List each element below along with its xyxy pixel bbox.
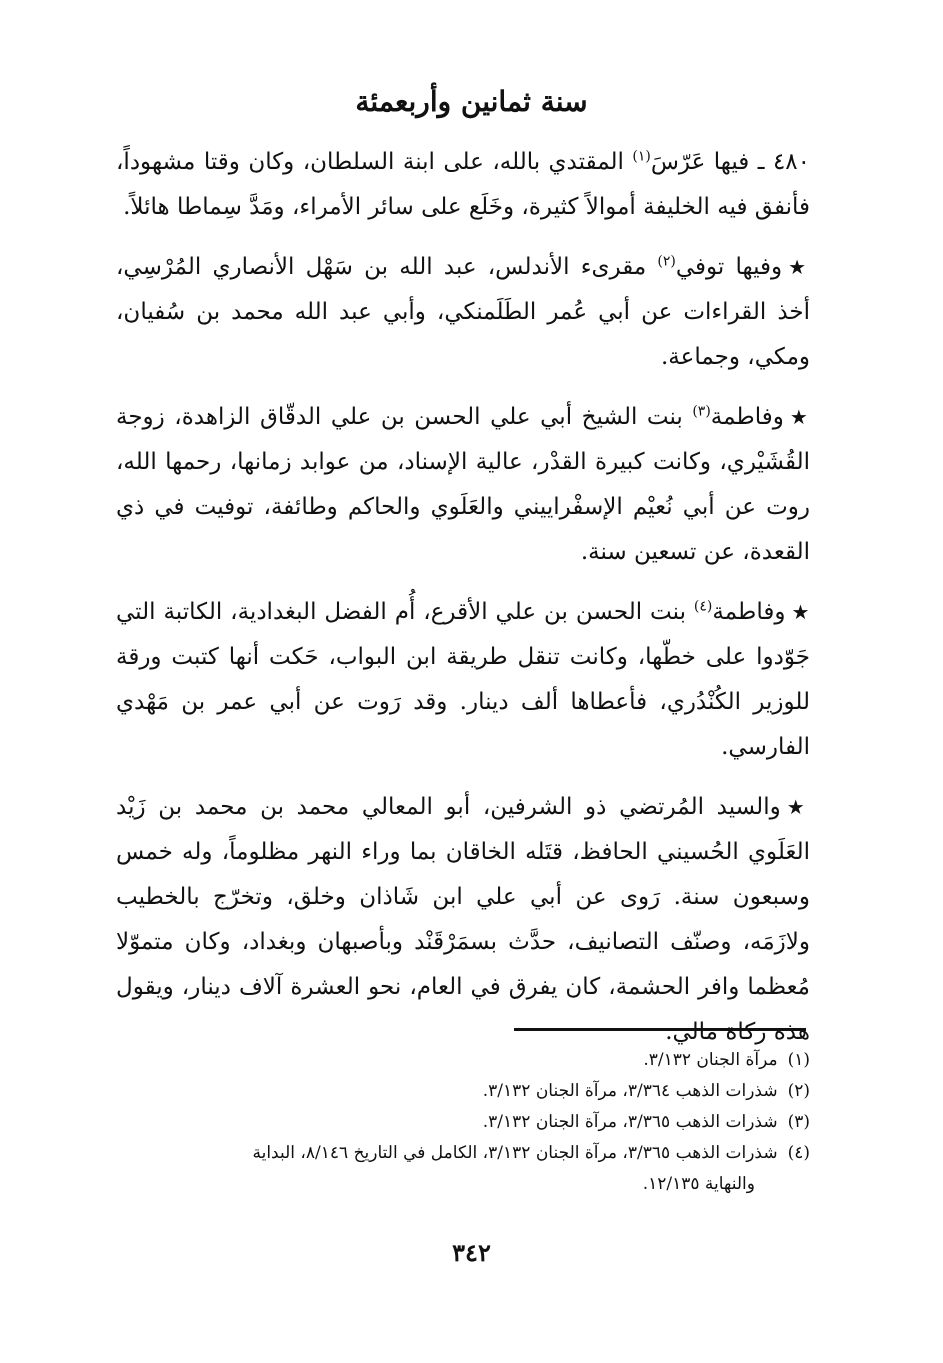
footnote-ref[interactable]: (٣)	[692, 403, 711, 420]
entry-text-after: بنت الشيخ أبي علي الحسن بن علي الدقّاق الزاهدة، زوجة القُشَيْري، وكانت كبيرة القدْر، عالية الإسناد، من عوابد زمانها، رحمها الله، روت عن أبي نُعيْم الإسفْراييني والعَلَوي والحاكم وطائفة، توفيت في ذي القعدة، عن تسعين سنة.	[116, 404, 810, 565]
page-heading: سنة ثمانين وأربعمئة	[355, 85, 588, 118]
entry-text-after: المقتدي بالله، على ابنة السلطان، وكان وقتا مشهوداً، فأنفق فيه الخليفة أموالاً كثيرة، وخَلَع على سائر الأمراء، ومَدَّ سِماطا هائلاً.	[116, 149, 810, 220]
footnote-ref[interactable]: (٢)	[657, 253, 676, 270]
footnote-divider	[514, 1028, 806, 1031]
entry-text-after: بنت الحسن بن علي الأقرع، أُم الفضل البغدادية، الكاتبة التي جَوّدوا على خطّها، وكانت تنقل طريقة ابن البواب، حَكت أنها كتبت ورقة للوزير الكُنْدُري، فأعطاها ألف دينار. وقد رَوت عن أبي عمر بن مَهْدي الفارسي.	[116, 599, 810, 760]
entry-paragraph	[116, 785, 810, 1055]
entry-text-before: وفيها توفي	[675, 254, 783, 280]
entry-text-before: ٤٨٠ ـ فيها عَرّسَ	[650, 149, 810, 175]
entry-text-after: مقرىء الأندلس، عبد الله بن سَهْل الأنصاري المُرْسِي، أخذ القراءات عن أبي عُمر الطَلَمنكي، وأبي عبد الله محمد بن سُفيان، ومكي، وجماعة.	[116, 254, 810, 370]
footnote-item	[116, 1107, 810, 1138]
entry-text-before: وفاطمة	[712, 599, 786, 625]
entry-text-before: والسيد المُرتضي ذو الشرفين، أبو المعالي محمد بن محمد بن زَيْد العَلَوي الحُسيني الحافظ، قتَله الخاقان بما وراء النهر مظلوماً، وله خمس وسبعون سنة. رَوى عن أبي علي ابن شَاذان وخلق، وتخرّج بالخطيب ولازَمَه، وصنّف التصانيف، حدَّث بسمَرْقَنْد وبأصبهان وبغداد، وكان متموّلا مُعظما وافر الحشمة، كان يفرق في العام، نحو العشرة آلاف دينار، ويقول هذه زكاة مالي.	[116, 794, 810, 1045]
main-text	[116, 140, 810, 1070]
star-marker-icon: ★	[788, 255, 810, 279]
footnote-number: (٣)	[787, 1112, 810, 1132]
entry-text-before: وفاطمة	[710, 404, 784, 430]
footnote-continuation: والنهاية ١٢/١٣٥.	[642, 1174, 755, 1194]
footnote-ref[interactable]: (٤)	[693, 598, 713, 615]
star-marker-icon: ★	[791, 600, 810, 624]
footnote-item	[116, 1045, 810, 1076]
footnote-number: (٤)	[787, 1143, 810, 1163]
entry-paragraph	[116, 140, 810, 230]
footnote-text: شذرات الذهب ٣/٣٦٤، مرآة الجنان ٣/١٣٢.	[482, 1081, 778, 1101]
footnotes-section	[116, 1045, 810, 1200]
page-number: ٣٤٢	[452, 1238, 491, 1267]
footnote-number: (١)	[787, 1050, 810, 1070]
entry-paragraph	[116, 395, 810, 575]
footnote-item	[116, 1076, 810, 1107]
footnote-item	[116, 1138, 810, 1169]
footnote-text: شذرات الذهب ٣/٣٦٥، مرآة الجنان ٣/١٣٢.	[482, 1112, 778, 1132]
footnote-number: (٢)	[787, 1081, 810, 1101]
entry-paragraph	[116, 245, 810, 380]
star-marker-icon: ★	[789, 405, 810, 429]
star-marker-icon: ★	[786, 795, 810, 819]
entry-paragraph	[116, 590, 810, 770]
footnote-ref[interactable]: (١)	[632, 148, 651, 165]
footnote-text: مرآة الجنان ٣/١٣٢.	[643, 1050, 778, 1070]
footnote-text: شذرات الذهب ٣/٣٦٥، مرآة الجنان ٣/١٣٢، الكامل في التاريخ ٨/١٤٦، البداية	[252, 1143, 778, 1163]
